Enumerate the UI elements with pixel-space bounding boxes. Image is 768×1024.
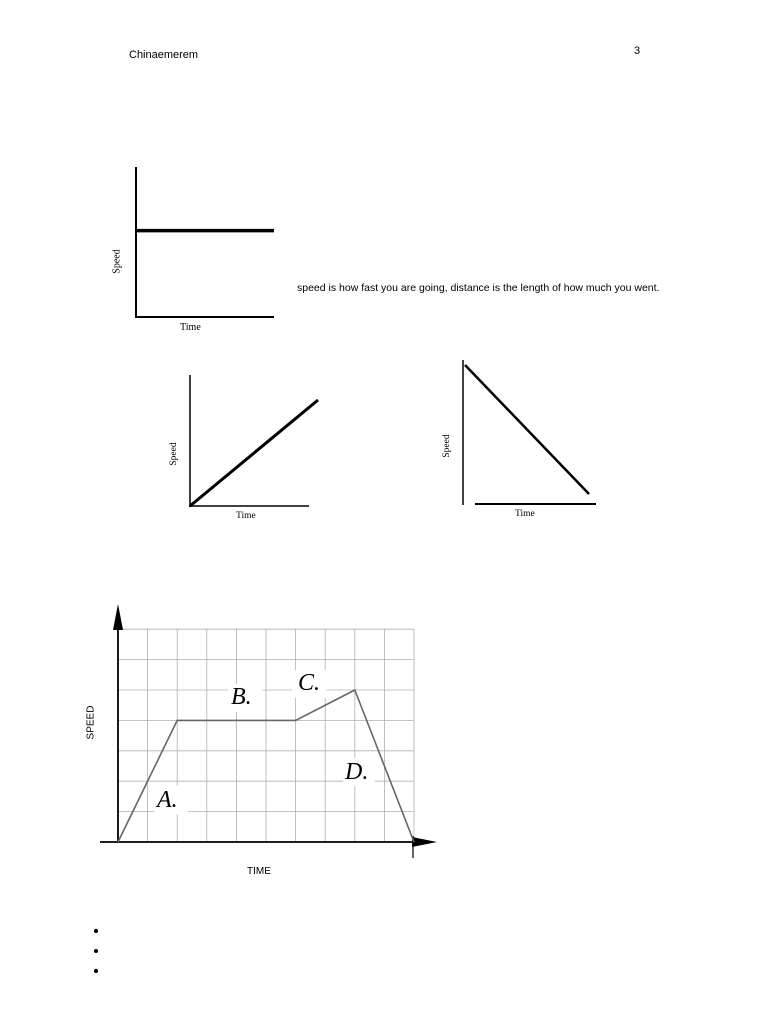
chart2-xlabel: Time bbox=[236, 511, 256, 521]
chart3-ylabel: Speed bbox=[442, 434, 452, 458]
annotation-b: B. bbox=[231, 684, 252, 710]
annotation-a: A. bbox=[157, 787, 178, 813]
chart1-xlabel: Time bbox=[180, 322, 201, 333]
chart4-xlabel: TIME bbox=[247, 866, 271, 877]
bullet-list bbox=[100, 920, 108, 980]
chart4-ylabel: SPEED bbox=[85, 705, 97, 740]
chart3-xlabel: Time bbox=[515, 509, 535, 519]
chart4-x-axis-arrow bbox=[412, 837, 437, 847]
annotation-c: C. bbox=[298, 670, 321, 696]
chart4-y-axis-arrow bbox=[113, 604, 123, 630]
author-name: Chinaemerem bbox=[129, 49, 199, 61]
page-number: 3 bbox=[634, 45, 641, 57]
chart1-ylabel: Speed bbox=[111, 249, 123, 274]
annotation-d: D. bbox=[345, 759, 369, 785]
chart2-series-line bbox=[190, 400, 318, 506]
speed-distance-caption: speed is how fast you are going, distance is the length of how much you went. bbox=[297, 282, 660, 294]
chart3-series-line bbox=[465, 365, 589, 494]
chart2-ylabel: Speed bbox=[169, 442, 179, 466]
